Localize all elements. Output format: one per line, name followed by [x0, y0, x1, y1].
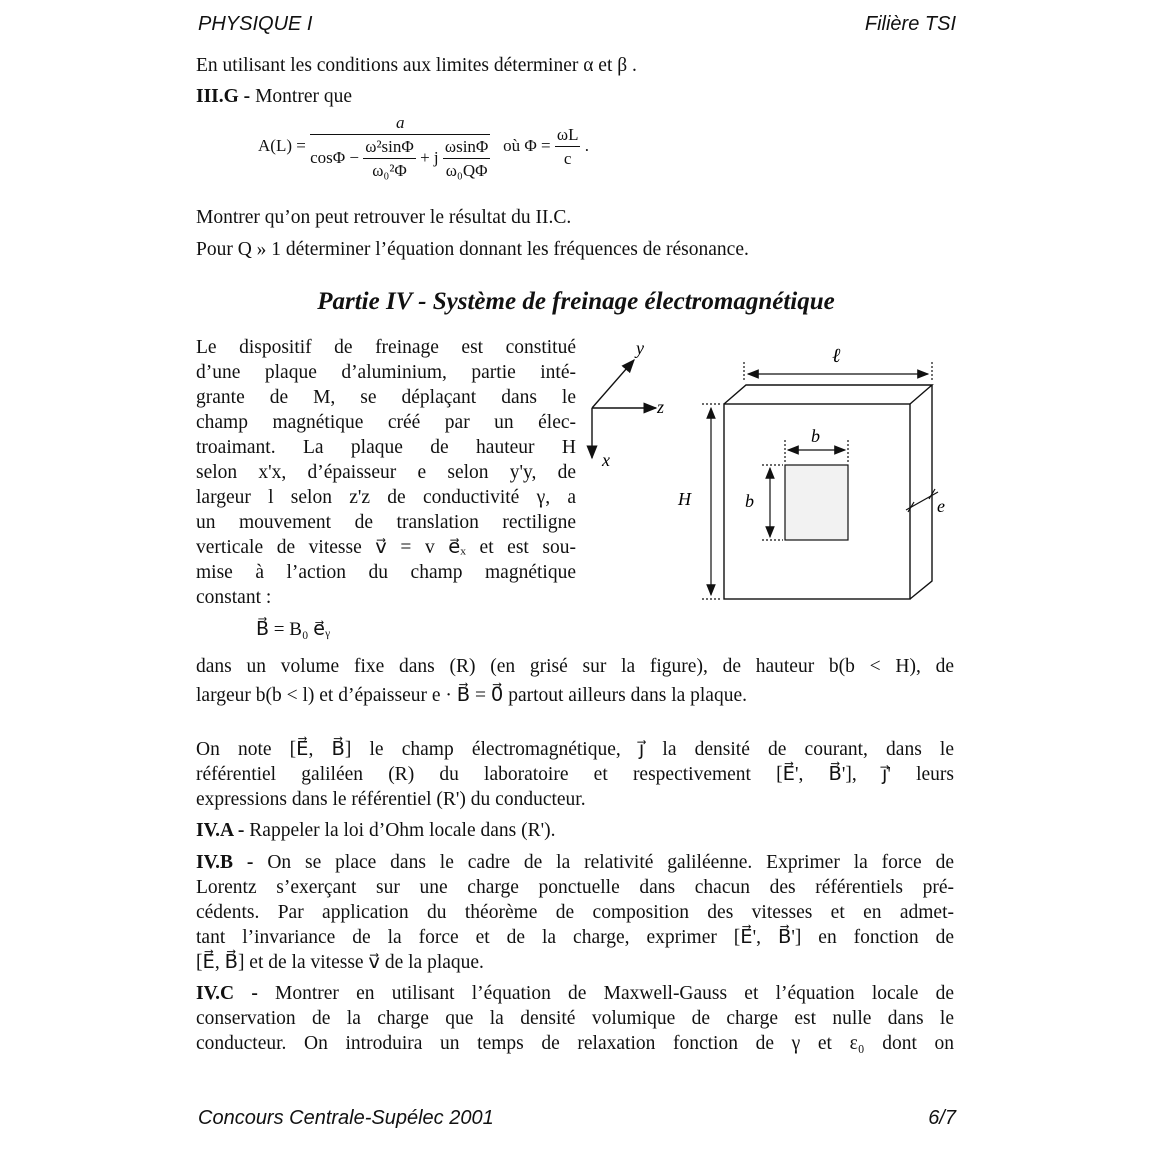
intro-line: Le dispositif de freinage est constitué — [196, 337, 576, 358]
question-4c-line: conducteur. On introduira un temps de relaxation fonction de γ et ε₀ dont on — [196, 1033, 954, 1054]
formula-A-of-L — [258, 113, 589, 181]
volume-line: largeur b(b < l) et d’épaisseur e · B⃗ = 0⃗ partout ailleurs dans la plaque. — [196, 685, 747, 706]
den-fraction-2 — [443, 137, 490, 181]
footer-right: 6/7 — [928, 1107, 956, 1129]
question-label: IV.B - — [196, 852, 254, 873]
retrouver-line: Montrer qu’on peut retrouver le résultat du II.C. — [196, 207, 572, 228]
den-fraction-1 — [363, 137, 416, 181]
question-4b — [196, 850, 954, 875]
axis-x-label: x — [602, 450, 610, 470]
den-frac1-den: ω₀²Φ — [372, 161, 407, 180]
den-frac2-num: ωsinΦ — [443, 137, 490, 159]
intro-line: un mouvement de translation rectiligne — [196, 512, 576, 533]
question-3g — [196, 84, 352, 109]
intro-line: d’une plaque d’aluminium, partie inté- — [196, 362, 576, 383]
phi-fraction — [555, 125, 581, 169]
axes-triad — [592, 360, 656, 458]
phi-num: ωL — [555, 125, 581, 147]
question-text: On se place dans le cadre de la relativité galiléenne. Exprimer la force de — [267, 852, 954, 873]
header-right: Filière TSI — [864, 13, 956, 35]
question-4b-line: [E⃗, B⃗] et de la vitesse v⃗ de la plaque. — [196, 952, 484, 973]
resonance-line: Pour Q » 1 déterminer l’équation donnant les fréquences de résonance. — [196, 239, 749, 260]
magnetic-field-region — [785, 465, 848, 540]
question-text: Montrer en utilisant l’équation de Maxwell-Gauss et l’équation locale de — [275, 983, 954, 1004]
dimension-H — [702, 404, 720, 599]
label-b-top: b — [811, 426, 820, 446]
notation-line: référentiel galiléen (R) du laboratoire et respectivement [E⃗', B⃗'], j⃗' leurs — [196, 764, 954, 785]
intro-line: champ magnétique créé par un élec- — [196, 412, 576, 433]
intro-line: largeur l selon z'z de conductivité γ, a — [196, 487, 576, 508]
notation-line: expressions dans le référentiel (R') du conducteur. — [196, 789, 586, 810]
question-4b-line: Lorentz s’exerçant sur une charge ponctuelle dans chacun des référentiels pré- — [196, 877, 954, 898]
question-label: IV.C - — [196, 983, 258, 1004]
formula-where: où Φ = — [503, 135, 551, 155]
intro-line: mise à l’action du champ magnétique — [196, 562, 576, 583]
intro-line: verticale de vitesse v⃗ = v e⃗ₓ et est sou- — [196, 537, 576, 558]
den-frac1-num: ω²sinΦ — [363, 137, 416, 159]
question-4b-line: tant l’invariance de la force et de la charge, exprimer [E⃗', B⃗'] en fonction de — [196, 927, 954, 948]
den-plus: + j — [420, 147, 439, 167]
main-fraction — [310, 113, 490, 181]
question-4c — [196, 981, 954, 1006]
conditions-line: En utilisant les conditions aux limites déterminer α et β . — [196, 55, 637, 76]
intro-line: grante de M, se déplaçant dans le — [196, 387, 576, 408]
formula-end: . — [584, 135, 589, 155]
axis-z-label: z — [657, 397, 665, 417]
question-text: Montrer que — [255, 86, 352, 107]
label-H: H — [678, 489, 691, 509]
axis-y-label: y — [636, 338, 644, 358]
den-term1: cosΦ − — [310, 147, 360, 167]
question-4a — [196, 818, 556, 843]
header-left: PHYSIQUE I — [198, 13, 313, 35]
main-denominator — [310, 135, 490, 181]
label-l: ℓ — [832, 345, 841, 367]
volume-line: dans un volume fixe dans (R) (en grisé sur la figure), de hauteur b(b < H), de — [196, 656, 954, 677]
intro-line: constant : — [196, 587, 272, 608]
question-label: III.G - — [196, 86, 251, 107]
question-4b-line: cédents. Par application du théorème de composition des vitesses et en admet- — [196, 902, 954, 923]
label-e: e — [937, 496, 945, 516]
main-numerator: a — [310, 113, 490, 135]
den-frac2-den: ω₀QΦ — [445, 161, 488, 180]
question-4c-line: conservation de la charge que la densité volumique de charge est nulle dans le — [196, 1008, 954, 1029]
notation-line: On note [E⃗, B⃗] le champ électromagnétique, j⃗ la densité de courant, dans le — [196, 739, 954, 760]
question-text: Rappeler la loi d’Ohm locale dans (R'). — [249, 820, 556, 841]
part4-title: Partie IV - Système de freinage électromagnétique — [317, 288, 835, 315]
intro-line: selon x'x, d’épaisseur e selon y'y, de — [196, 462, 576, 483]
field-equation: B⃗ = B₀ e⃗ᵧ — [256, 619, 331, 640]
footer-left: Concours Centrale-Supélec 2001 — [198, 1107, 494, 1129]
intro-line: troaimant. La plaque de hauteur H — [196, 437, 576, 458]
question-label: IV.A - — [196, 820, 245, 841]
phi-den: c — [563, 149, 572, 168]
label-b-side: b — [745, 491, 754, 511]
formula-lhs: A(L) = — [258, 135, 306, 155]
plate-figure — [584, 336, 954, 612]
dimension-e — [906, 489, 938, 512]
